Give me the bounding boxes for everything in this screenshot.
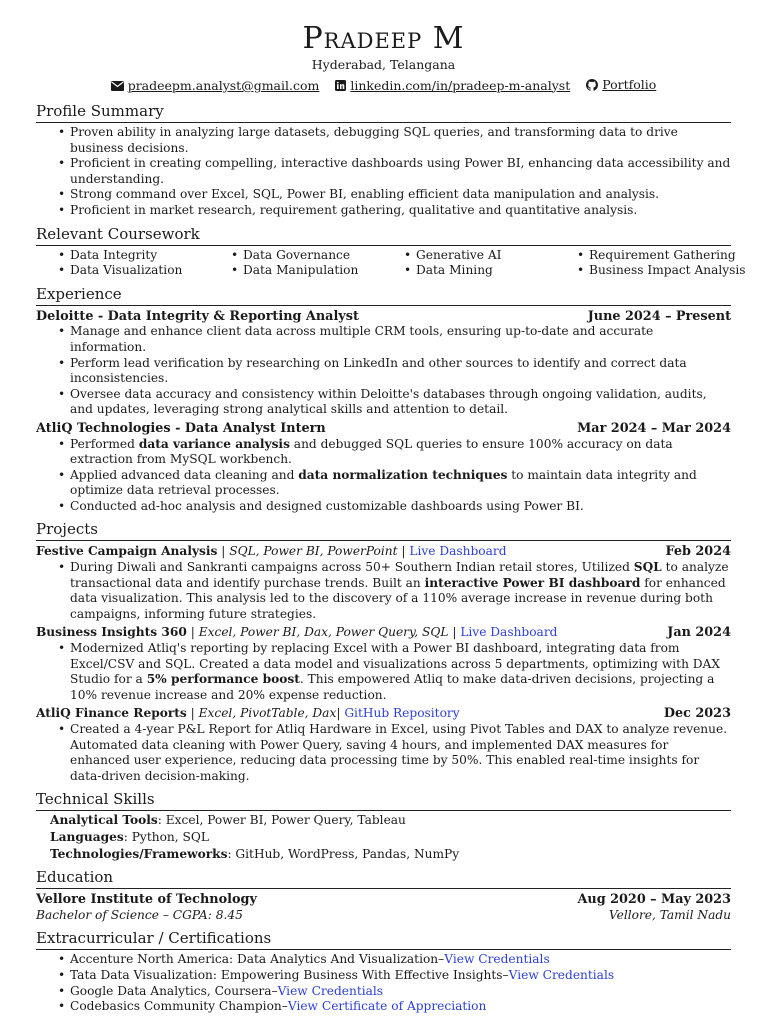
project-tech: Excel, PivotTable, Dax (198, 706, 337, 721)
project-bullets (36, 641, 731, 703)
list-item: • Oversee data accuracy and consistency within Deloitte's databases through ongoing validation, audits, and updates, leveraging strong analytical skills and attention to detail. (70, 387, 731, 418)
list-item: • Conducted ad-hoc analysis and designed customizable dashboards using Power BI. (70, 499, 731, 515)
email-contact (111, 77, 320, 95)
project-link[interactable]: Live Dashboard (460, 625, 558, 640)
section-title-profile: Profile Summary (36, 102, 731, 123)
coursework-item: • Data Visualization (58, 263, 231, 279)
coursework-item: • Data Integrity (58, 248, 231, 264)
job-bullets (36, 324, 731, 418)
coursework-item: • Requirement Gathering (577, 248, 753, 264)
school-name: Vellore Institute of Technology (36, 892, 257, 908)
project-bullets (36, 560, 731, 622)
portfolio-contact (586, 76, 656, 94)
contact-links (36, 76, 731, 96)
section-title-extracurricular: Extracurricular / Certifications (36, 929, 731, 950)
coursework-item: • Data Mining (404, 263, 577, 279)
section-title-education: Education (36, 868, 731, 889)
list-item: • Perform lead verification by researching on LinkedIn and other sources to identify and correct data inconsistencies. (70, 356, 731, 387)
linkedin-contact (335, 77, 570, 95)
list-item: • Accenture North America: Data Analytics And Visualization–View Credentials (70, 952, 731, 968)
skills-list (36, 813, 731, 862)
project-link[interactable]: GitHub Repository (344, 706, 460, 721)
coursework-item: • Data Governance (231, 248, 404, 264)
certifications-list (36, 952, 731, 1014)
job-dates: June 2024 – Present (587, 308, 731, 324)
project-name: Business Insights 360 (36, 625, 187, 640)
job-header (36, 421, 731, 437)
list-item: • Performed data variance analysis and debugged SQL queries to ensure 100% accuracy on data extraction from MySQL workbench. (70, 437, 731, 468)
project-bullets (36, 722, 731, 784)
skill-row: Analytical Tools: Excel, Power BI, Power Query, Tableau (50, 813, 406, 828)
list-item: • Manage and enhance client data across multiple CRM tools, ensuring up-to-date and accurate information. (70, 324, 731, 355)
project-header: Business Insights 360 | Excel, Power BI, Dax, Power Query, SQL | Live Dashboard Jan 2024 (36, 625, 731, 641)
degree: Bachelor of Science – CGPA: 8.45 (36, 907, 243, 922)
skill-row: Languages: Python, SQL (50, 829, 209, 844)
linkedin-icon (335, 80, 346, 91)
candidate-name: Pradeep M (302, 21, 465, 56)
list-item: • Proven ability in analyzing large datasets, debugging SQL queries, and transforming data to drive business decisions. (70, 125, 731, 156)
list-item: • Tata Data Visualization: Empowering Business With Effective Insights–View Credentials (70, 968, 731, 984)
job-role: AtliQ Technologies - Data Analyst Intern (36, 420, 326, 436)
skill-row: Technologies/Frameworks: GitHub, WordPress, Pandas, NumPy (50, 846, 460, 861)
list-item: • Applied advanced data cleaning and data normalization techniques to maintain data integrity and optimize data retrieval processes. (70, 468, 731, 499)
list-item: • Created a 4-year P&L Report for Atliq Hardware in Excel, using Pivot Tables and DAX to analyze revenue. Automated data cleaning with Power Query, saving 4 hours, and implemented DAX measures for enhanced user experience, reducing data processing time by 50%. This enabled real-time insights for data-driven decision-making. (70, 722, 731, 784)
credential-link[interactable]: View Credentials (508, 967, 615, 982)
project-tech: SQL, Power BI, PowerPoint (229, 544, 398, 559)
project-header: Festive Campaign Analysis | SQL, Power BI, PowerPoint | Live Dashboard Feb 2024 (36, 544, 731, 560)
email-icon (111, 81, 124, 91)
job-header (36, 309, 731, 325)
section-title-skills: Technical Skills (36, 790, 731, 811)
credential-link[interactable]: View Certificate of Appreciation (287, 999, 487, 1014)
project-link[interactable]: Live Dashboard (409, 544, 507, 559)
resume-page (36, 21, 746, 1015)
section-title-projects: Projects (36, 520, 731, 541)
coursework-item: • Generative AI (404, 248, 577, 264)
credential-link[interactable]: View Credentials (444, 952, 550, 967)
project-tech: Excel, Power BI, Dax, Power Query, SQL (198, 625, 449, 640)
email-link[interactable]: pradeepm.analyst@gmail.com (127, 78, 320, 93)
education-details (36, 908, 731, 924)
education-place: Vellore, Tamil Nadu (608, 907, 731, 922)
section-title-coursework: Relevant Coursework (36, 225, 731, 246)
candidate-location: Hyderabad, Telangana (311, 57, 456, 72)
project-date: Jan 2024 (667, 625, 731, 641)
github-icon (586, 79, 598, 91)
coursework-item: • Data Manipulation (231, 263, 404, 279)
job-bullets (36, 437, 731, 515)
job-role: Deloitte - Data Integrity & Reporting Analyst (36, 308, 359, 324)
list-item: • Google Data Analytics, Coursera–View Credentials (70, 984, 731, 1000)
project-name: AtliQ Finance Reports (36, 706, 187, 721)
profile-list (36, 125, 731, 219)
coursework-grid (36, 247, 746, 279)
job-dates: Mar 2024 – Mar 2024 (577, 420, 731, 436)
education-dates: Aug 2020 – May 2023 (577, 892, 731, 908)
list-item: • Proficient in creating compelling, interactive dashboards using Power BI, enhancing data accessibility and understanding. (70, 156, 731, 187)
section-title-experience: Experience (36, 285, 731, 306)
resume-header (36, 22, 731, 96)
list-item: • Proficient in market research, requirement gathering, qualitative and quantitative analysis. (70, 203, 731, 219)
portfolio-link[interactable]: Portfolio (602, 77, 657, 92)
credential-link[interactable]: View Credentials (277, 983, 384, 998)
coursework-item: • Business Impact Analysis (577, 263, 753, 279)
project-date: Feb 2024 (665, 544, 731, 560)
linkedin-link[interactable]: linkedin.com/in/pradeep-m-analyst (350, 77, 571, 93)
list-item: • Modernized Atliq's reporting by replacing Excel with a Power BI dashboard, integrating data from Excel/CSV and SQL. Created a data model and visualizations across 5 departments, optimizing with DAX Studio for a 5% performance boost. This empowered Atliq to make data-driven decisions, projecting a 10% revenue increase and 20% expense reduction. (70, 641, 731, 703)
project-name: Festive Campaign Analysis (36, 544, 218, 559)
project-header: AtliQ Finance Reports | Excel, PivotTable, Dax| GitHub Repository Dec 2023 (36, 706, 731, 722)
project-date: Dec 2023 (663, 706, 731, 722)
list-item: • Strong command over Excel, SQL, Power BI, enabling efficient data manipulation and analysis. (70, 187, 731, 203)
education-header (36, 892, 731, 908)
list-item: • During Diwali and Sankranti campaigns across 50+ Southern Indian retail stores, Utilized SQL to analyze transactional data and identify purchase trends. Built an interactive Power BI dashboard for enhanced data visualization. This analysis led to the discovery of a 110% average increase in revenue during both campaigns, informing future strategies. (70, 560, 731, 622)
list-item: • Codebasics Community Champion–View Certificate of Appreciation (70, 999, 731, 1015)
